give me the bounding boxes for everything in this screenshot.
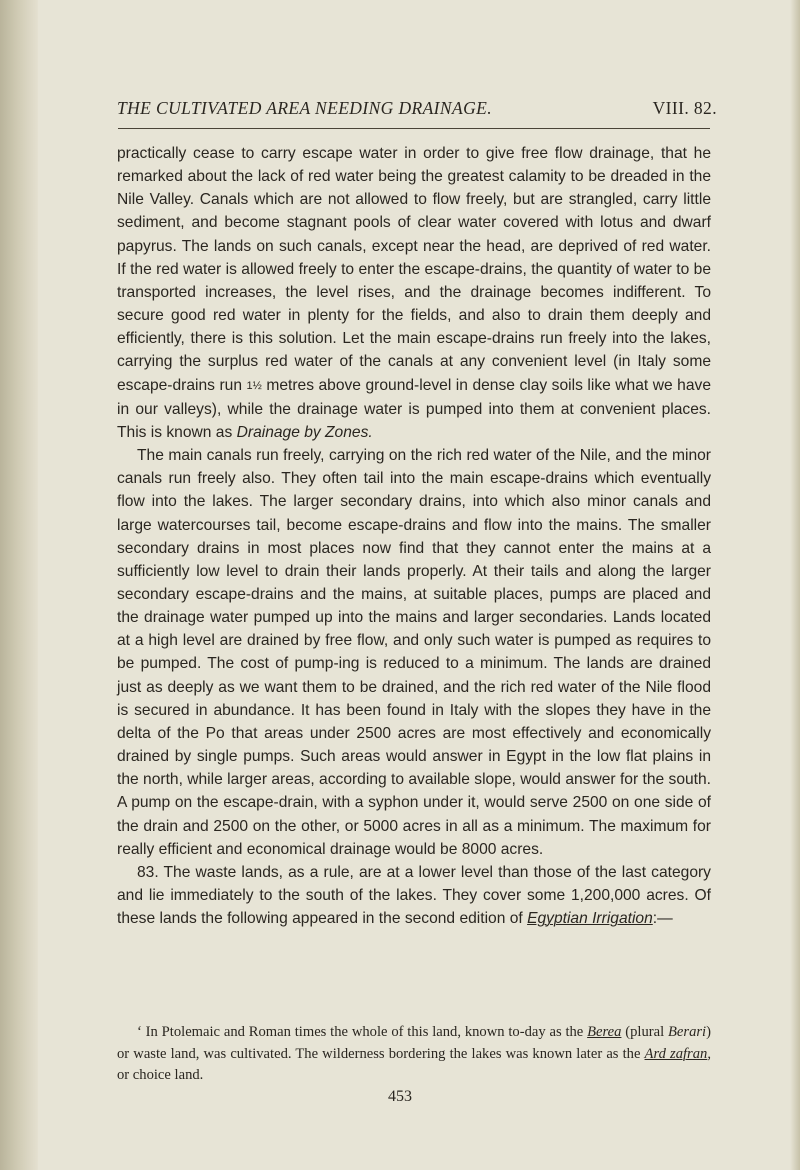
paragraph-1-fraction: 1½	[246, 379, 262, 392]
quote-paragraph	[117, 1022, 711, 1087]
quote-mid-2: ) or waste land, was cultivated. The wilderness bordering the lakes was known later as the	[117, 1024, 711, 1062]
quote-mid-1: (plural	[625, 1024, 665, 1040]
paragraph-3-italic-title: Egyptian Irrigation	[527, 910, 653, 928]
paragraph-1-continued: metres above ground-level in dense clay soils like what we have in our valleys), while the drainage water is pumped into them at convenient places. This is known as	[117, 376, 711, 441]
paragraph-3-end: :—	[652, 910, 673, 928]
paragraph-2-text: The main canals run freely, carrying on the rich red water of the Nile, and the minor canals run freely also. They often tail into the main escape-drains which eventually flow into the lakes. The larger secondary drains, into which also minor canals and large watercourses tail, become escape-drains and flow into the mains. The smaller secondary drains in most places now find that they cannot enter the mains at a sufficiently low level to drain their lands properly. At their tails and along the larger secondary escape-drains and the mains, at suitable places, pumps are placed and the drainage water pumped up into the mains and larger secondaries. Lands located at a high level are drained by free flow, and only such water is pumped as requires to be pumped. The cost of pump-ing is reduced to a minimum. The lands are drained just as deeply as we want them to be drained, and the rich red water of the Nile flood is secured in abundance. It has been found in Italy with the slopes they have in the delta of the Po that areas under 2500 acres are most effectively and economically drained by single pumps. Such areas would answer in Egypt in the low flat plains in the north, while larger areas, according to available slope, would answer for the south. A pump on the escape-drain, with a syphon under it, would serve 2500 on one side of the drain and 2500 on the other, or 5000 acres in all as a minimum. The maximum for really efficient and economical drainage would be 8000 acres.	[117, 447, 711, 858]
body-text	[117, 142, 711, 930]
header-rule	[118, 128, 710, 129]
quote-term-berari: Berari	[668, 1024, 707, 1040]
paragraph-3-lead: The waste lands,	[163, 863, 283, 881]
page-edge-left	[0, 0, 38, 1170]
running-header	[117, 98, 717, 122]
paragraph-3-text: as a rule, are at a lower level than those of the last category and lie immediately to the south of the lakes. They cover some 1,200,000 acres. Of these lands the following appeared in the second edition of	[117, 863, 711, 928]
page-number: 453	[388, 1088, 412, 1105]
page-edge-right	[790, 0, 800, 1170]
quote-open: ‘ In Ptolemaic and Roman times the whole of this land, known to-day as the	[137, 1024, 584, 1040]
quote-term-berea: Berea	[587, 1024, 622, 1040]
paragraph-3	[117, 861, 711, 930]
paragraph-1-italic-term: Drainage by Zones.	[236, 423, 373, 441]
block-quote	[117, 1022, 711, 1087]
quote-end: , or choice land.	[117, 1045, 711, 1083]
paragraph-2	[117, 444, 711, 861]
header-title: THE CULTIVATED AREA NEEDING DRAINAGE.	[117, 98, 492, 118]
paragraph-1	[117, 142, 711, 444]
paragraph-3-number: 83.	[137, 863, 159, 881]
header-section-number: VIII. 82.	[652, 98, 717, 118]
paragraph-1-text: practically cease to carry escape water in order to give free flow drainage, that he remarked about the lack of red water being the greatest calamity to be dreaded in the Nile Valley. Canals which are not allowed to flow freely, but are strangled, carry little sediment, and become stagnant pools of clear water covered with lotus and dwarf papyrus. The lands on such canals, except near the head, are deprived of red water. If the red water is allowed freely to enter the escape-drains, the quantity of water to be transported increases, the level rises, and the drainage becomes indifferent. To secure good red water in plenty for the fields, and also to drain them deeply and efficiently, there is this solution. Let the main escape-drains run freely into the lakes, carrying the surplus red water of the canals at any convenient level (in Italy some escape-drains run	[117, 145, 711, 394]
quote-term-ard-zafran: Ard zafran	[644, 1045, 708, 1062]
